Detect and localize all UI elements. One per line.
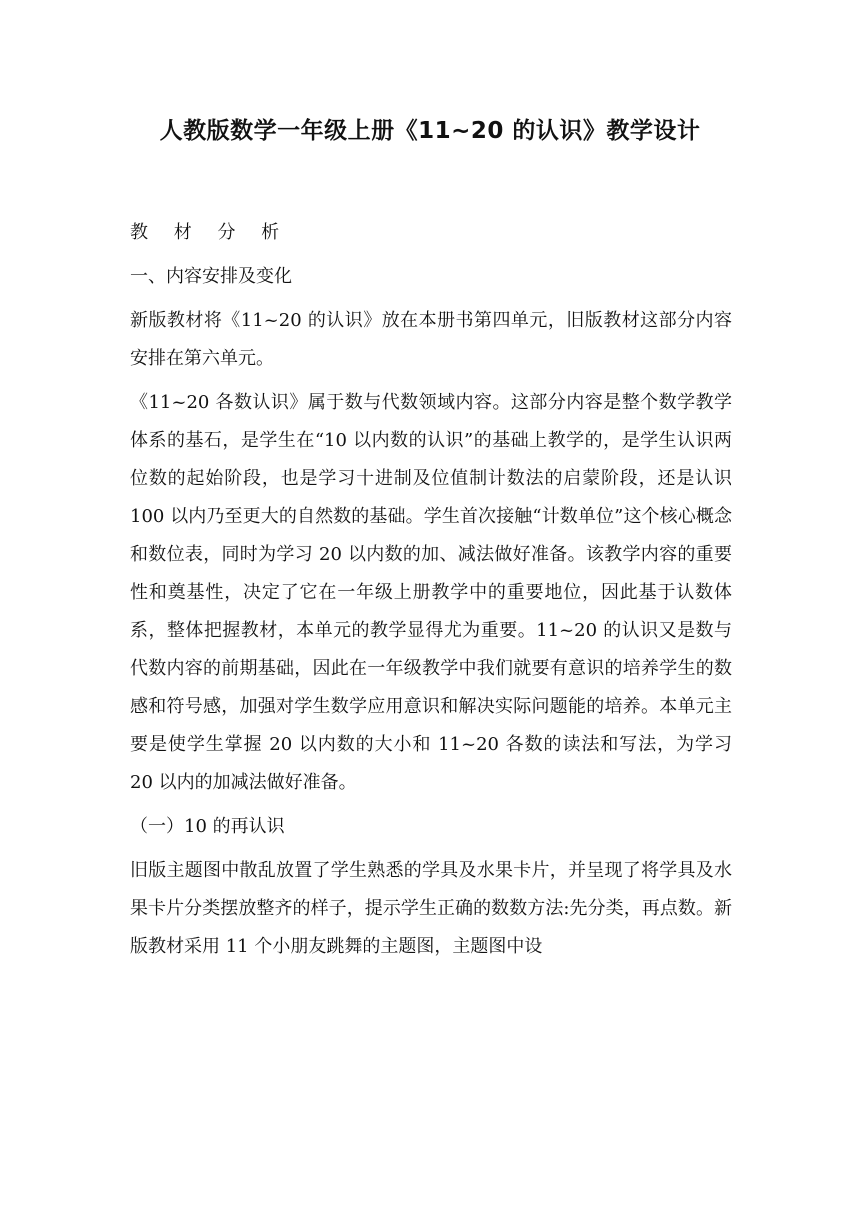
document-title: 人教版数学一年级上册《11~20 的认识》教学设计 [159, 118, 701, 144]
paragraph-theme-image: 旧版主题图中散乱放置了学生熟悉的学具及水果卡片，并呈现了将学具及水果卡片分类摆放整齐的样子，提示学生正确的数数方法:先分类，再点数。新版教材采用 11 个小朋友跳舞的主题图，主题图中设 [130, 860, 732, 957]
heading-ten-recognition: （一）10 的再认识 [130, 816, 285, 837]
heading-content-arrangement: 一、内容安排及变化 [130, 266, 292, 287]
document-body [130, 214, 732, 972]
paragraph-content-analysis: 《11~20 各数认识》属于数与代数领域内容。这部分内容是整个数学教学体系的基石，是学生在“10 以内数的认识”的基础上教学的，是学生认识两位数的起始阶段，也是学习十进制及位值制计数法的启蒙阶段，还是认识 100 以内乃至更大的自然数的基础。学生首次接触“计数单位”这个核心概念和数位表，同时为学习 20 以内数的加、减法做好准备。该教学内容的重要性和奠基性，决定了它在一年级上册教学中的重要地位，因此基于认数体系，整体把握教材，本单元的教学显得尤为重要。11~20 的认识又是数与代数内容的前期基础，因此在一年级教学中我们就要有意识的培养学生的数感和符号感，加强对学生数学应用意识和解决实际问题能的培养。本单元主要是使学生掌握 20 以内数的大小和 11~20 各数的读法和写法，为学习 20 以内的加减法做好准备。 [130, 392, 732, 793]
section-label: 教 材 分 析 [130, 222, 290, 243]
paragraph-unit-placement: 新版教材将《11~20 的认识》放在本册书第四单元，旧版教材这部分内容安排在第六单元。 [130, 310, 732, 369]
